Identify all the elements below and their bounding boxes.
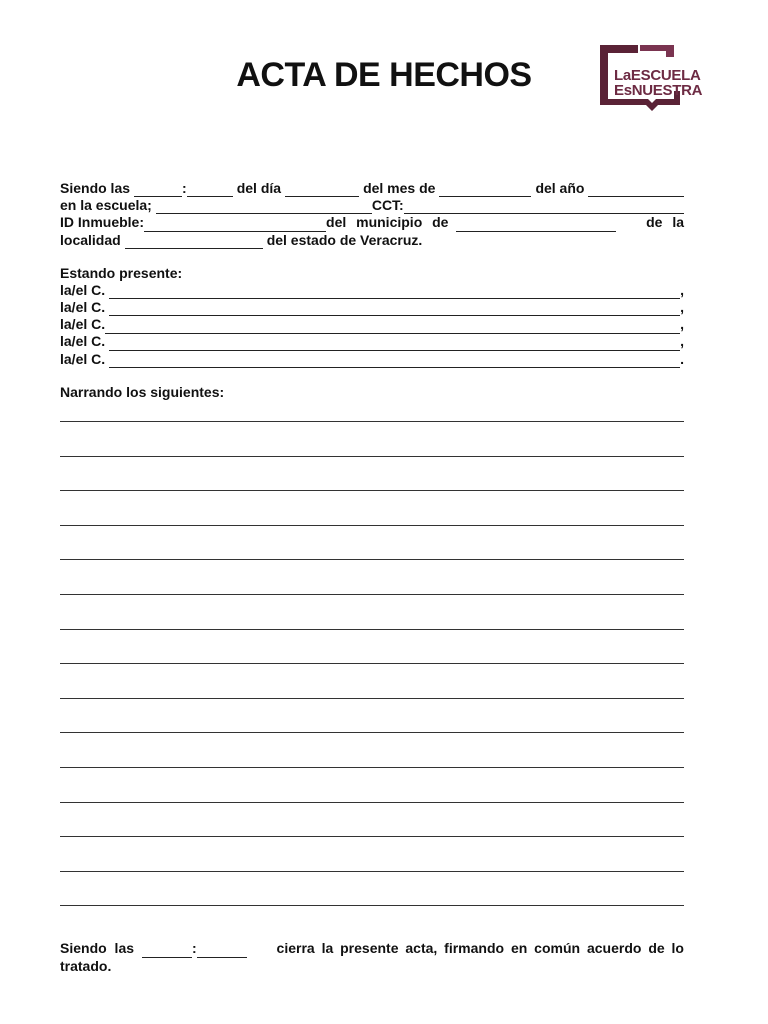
narracion-lines [60, 401, 684, 906]
day-field[interactable] [285, 183, 359, 197]
id-inmueble-field[interactable] [144, 218, 326, 232]
document-body [60, 180, 684, 975]
presente-line [60, 299, 684, 316]
school-logo [596, 43, 708, 113]
presente-name-field[interactable] [109, 302, 680, 316]
narracion-line[interactable] [60, 422, 684, 457]
presente-end: . [680, 350, 684, 367]
presente-end: , [680, 333, 684, 350]
narracion-line[interactable] [60, 733, 684, 768]
opening-line-4 [60, 232, 684, 249]
label-localidad: localidad [60, 231, 121, 248]
time-colon: : [182, 179, 187, 196]
presente-name-field[interactable] [105, 320, 680, 334]
label-del-estado: del estado de Veracruz. [266, 231, 423, 248]
label-cierre-text: cierra la presente acta, firmando en común acuerdo de lo [276, 940, 684, 957]
narracion-line[interactable] [60, 803, 684, 838]
hour-field[interactable] [134, 183, 182, 197]
narracion-heading [60, 384, 684, 401]
presente-line [60, 351, 684, 368]
narracion-line[interactable] [60, 491, 684, 526]
opening-line-1 [60, 180, 684, 197]
label-tratado: tratado. [60, 957, 112, 974]
narracion-line[interactable] [60, 872, 684, 907]
closing-hour-field[interactable] [142, 944, 192, 958]
label-del-municipio-de: del municipio de [326, 214, 449, 231]
label-del-dia: del día [236, 179, 282, 196]
label-del-mes-de: del mes de [363, 179, 436, 196]
narracion-line[interactable] [60, 630, 684, 665]
localidad-field[interactable] [125, 235, 263, 249]
narracion-line[interactable] [60, 526, 684, 561]
closing-minute-field[interactable] [197, 944, 247, 958]
presente-name-field[interactable] [109, 337, 680, 351]
presente-line [60, 316, 684, 333]
presente-label: la/el C. [60, 333, 106, 350]
cct-field[interactable] [404, 200, 684, 214]
opening-line-3 [60, 214, 684, 231]
closing-line-1 [60, 940, 684, 957]
document-title: ACTA DE HECHOS [236, 56, 532, 94]
closing-line-2 [60, 958, 684, 975]
school-field[interactable] [156, 200, 372, 214]
narracion-line[interactable] [60, 595, 684, 630]
narracion-line[interactable] [60, 560, 684, 595]
presentes-heading [60, 265, 684, 282]
label-siendo-las: Siendo las [60, 179, 131, 196]
logo-text-line2: EsNUESTRA [614, 82, 703, 99]
label-cierre-siendo-las: Siendo las [60, 940, 135, 957]
narracion-line[interactable] [60, 699, 684, 734]
label-de-la: de la [646, 214, 684, 231]
year-field[interactable] [588, 183, 684, 197]
presente-line [60, 282, 684, 299]
label-id-inmueble: ID Inmueble: [60, 214, 145, 231]
presente-name-field[interactable] [109, 354, 680, 368]
closing-colon: : [192, 940, 197, 957]
presente-label: la/el C. [60, 281, 106, 298]
month-field[interactable] [439, 183, 531, 197]
presente-end: , [680, 299, 684, 316]
presente-end: , [680, 316, 684, 333]
label-estando-presente: Estando presente: [60, 264, 183, 281]
label-en-la-escuela: en la escuela; [60, 197, 152, 214]
presente-end: , [680, 281, 684, 298]
narracion-line[interactable] [60, 401, 684, 422]
municipio-field[interactable] [456, 218, 616, 232]
minute-field[interactable] [187, 183, 233, 197]
narracion-line[interactable] [60, 664, 684, 699]
narracion-line[interactable] [60, 457, 684, 492]
presente-name-field[interactable] [109, 285, 680, 299]
presente-line [60, 334, 684, 351]
narracion-line[interactable] [60, 837, 684, 872]
narracion-line[interactable] [60, 768, 684, 803]
label-cct: CCT: [371, 197, 404, 214]
presente-label: la/el C. [60, 299, 106, 316]
label-narrando: Narrando los siguientes: [60, 383, 225, 400]
logo-text-line1: LaESCUELA [614, 67, 701, 84]
label-del-anio: del año [535, 179, 585, 196]
opening-line-2 [60, 197, 684, 214]
presente-label: la/el C. [60, 350, 106, 367]
presente-label: la/el C. [60, 316, 106, 333]
